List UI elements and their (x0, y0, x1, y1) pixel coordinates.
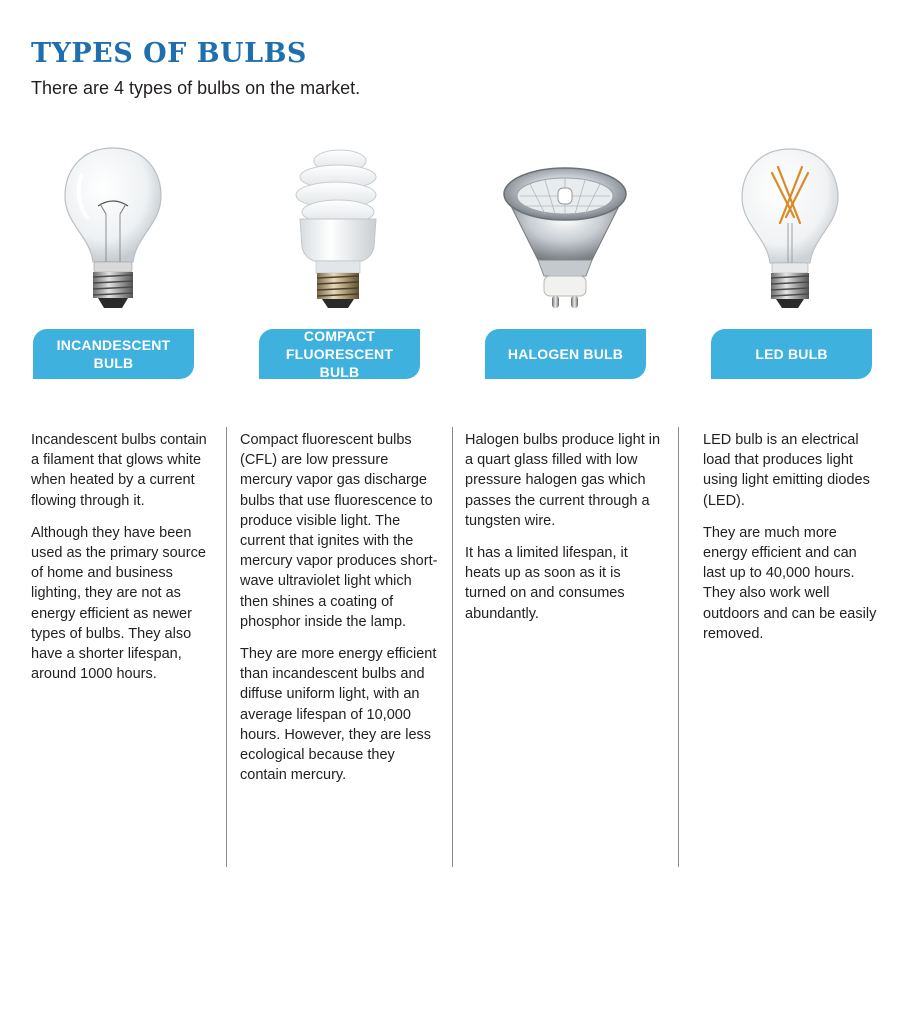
description-paragraph: Halogen bulbs produce light in a quart glass filled with low pressure halogen gas which passes the current through a tungsten wire. (465, 432, 661, 529)
description-paragraph: It has a limited lifespan, it heats up as soon as it is turned on and consumes abundantly. (465, 545, 628, 622)
description-paragraph: Although they have been used as the primary source of home and business lighting, they are not as energy efficient as newer types of bulbs. They also have a shorter lifespan, around 1000 hours. (31, 524, 206, 683)
column-divider (452, 427, 453, 867)
description-paragraph: They are more energy efficient than incandescent bulbs and diffuse uniform light, with an average lifespan of 10,000 hours. However, they are less ecological because they contain mercury. (240, 646, 437, 784)
compact-fluorescent-bulb-icon (288, 147, 388, 313)
led-bulb-icon (738, 145, 842, 313)
incandescent-description (31, 430, 211, 696)
description-paragraph: Incandescent bulbs contain a filament that glows white when heated by a current flowing through it. (31, 432, 207, 509)
led-description (703, 430, 881, 656)
halogen-bulb-label: HALOGEN BULB (485, 329, 646, 379)
description-paragraph: Compact fluorescent bulbs (CFL) are low pressure mercury vapor gas discharge bulbs that use fluorescence to produce visible light. The current that ignites with the mercury vapor produces short-wave ultraviolet light which then shines a coating of phosphor inside the lamp. (240, 432, 438, 630)
description-paragraph: LED bulb is an electrical load that produces light using light emitting diodes (LED). (703, 432, 870, 509)
incandescent-bulb-icon (60, 144, 166, 314)
description-paragraph: They are much more energy efficient and can last up to 40,000 hours. They also work well outdoors and can be easily removed. (703, 524, 877, 642)
page-subtitle: There are 4 types of bulbs on the market. (31, 78, 361, 98)
halogen-description (465, 430, 661, 636)
compact-fluorescent-description (240, 430, 442, 797)
column-divider (678, 427, 679, 867)
led-bulb-label: LED BULB (711, 329, 872, 379)
compact-fluorescent-bulb-label: COMPACT FLUORESCENT BULB (259, 329, 420, 379)
incandescent-bulb-label: INCANDESCENT BULB (33, 329, 194, 379)
halogen-bulb-icon (500, 164, 630, 312)
page-title: TYPES OF BULBS (31, 38, 307, 69)
column-divider (226, 427, 227, 867)
